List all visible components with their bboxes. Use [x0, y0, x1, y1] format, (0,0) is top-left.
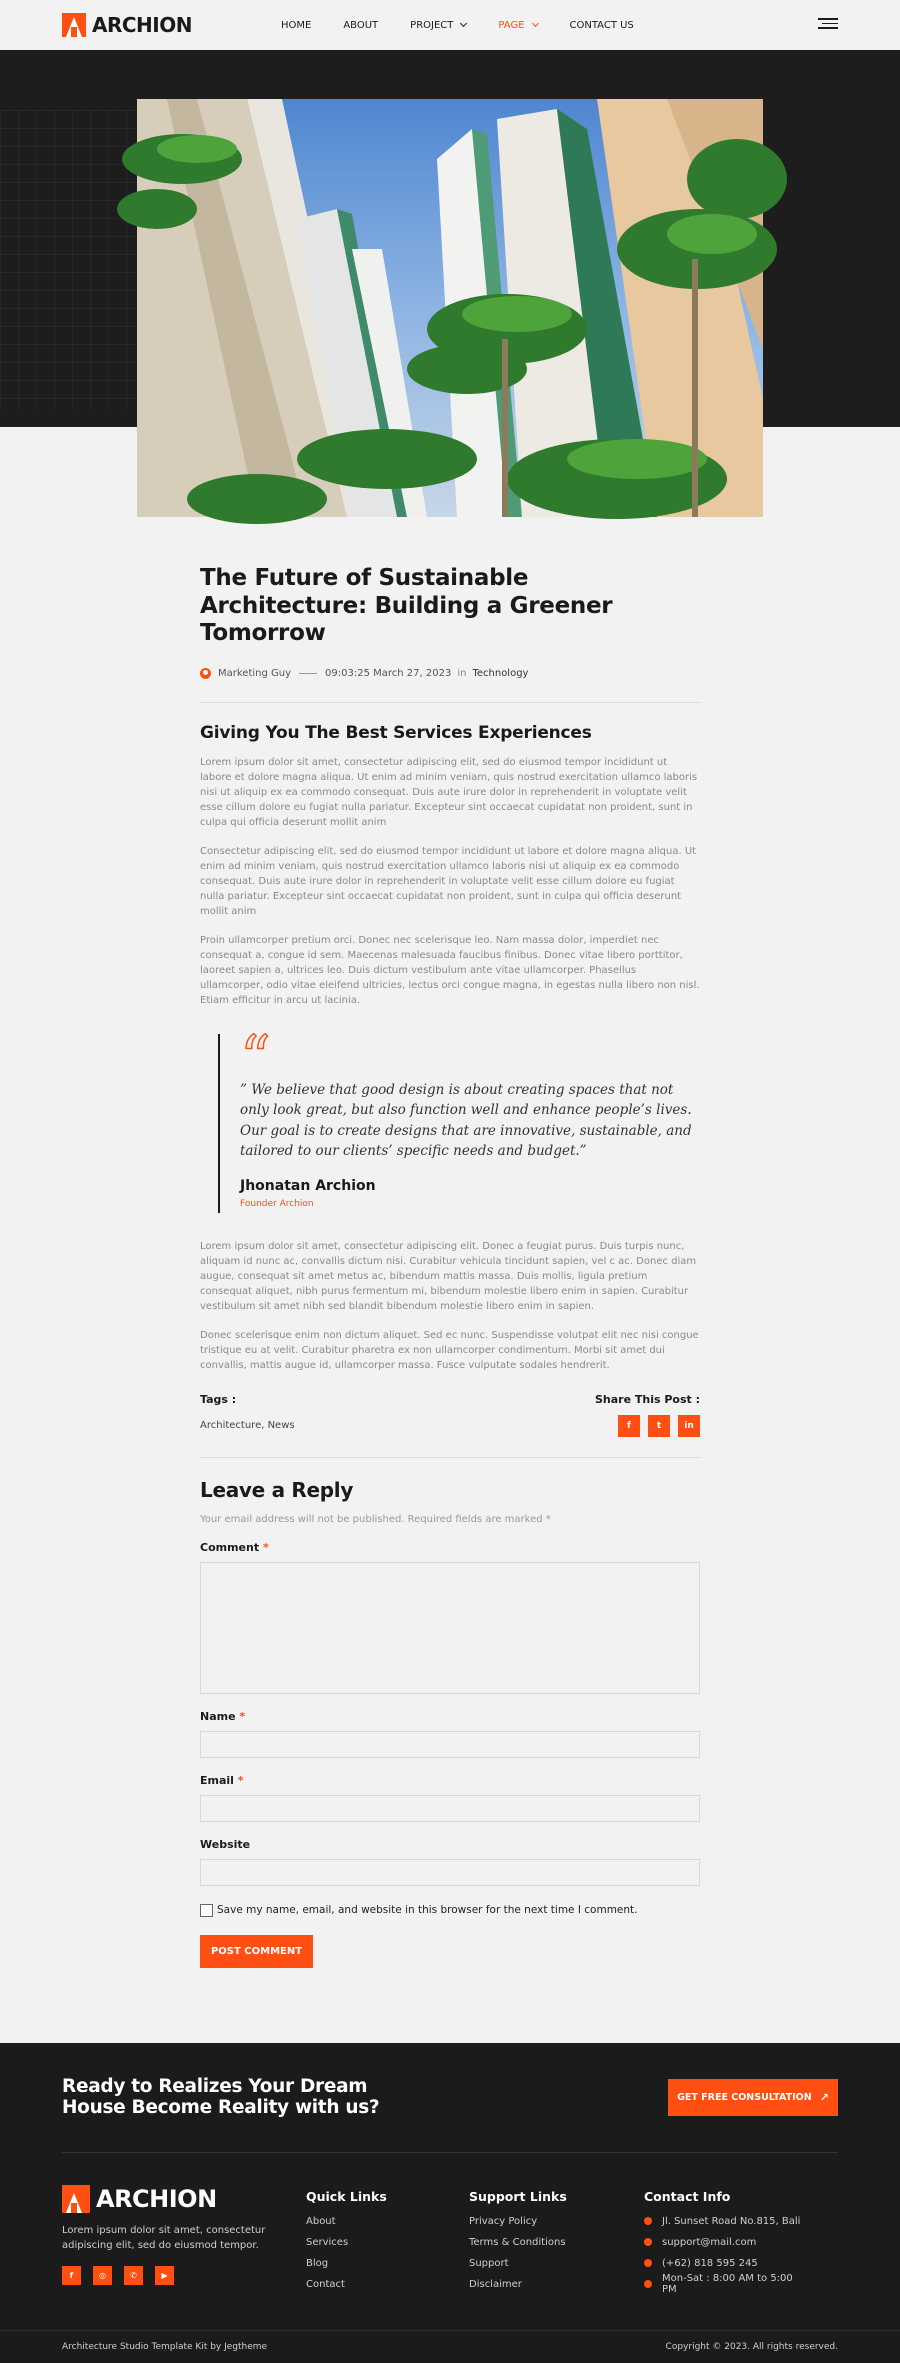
contact-email-text: support@mail.com: [662, 2236, 757, 2248]
paragraph: Consectetur adipiscing elit, sed do eiusmod tempor incididunt ut labore et dolore magna aliqua. Ut enim ad minim veniam, quis nostrud exercitation ullamco laboris nisi ut aliquip ex ea commodo consequat. Duis aute irure dolor in reprehenderit in voluptate velit esse cillum dolore eu fugiat nulla pariatur. Excepteur sint occaecat cupidatat non proident, sunt in culpa qui officia deserunt mollit anim: [200, 845, 697, 917]
quote-role: Founder Archion: [240, 1198, 314, 1209]
meta-divider: [299, 673, 317, 674]
cta-band: [62, 2043, 838, 2153]
mail-icon: [644, 2238, 652, 2246]
post-meta: [200, 666, 700, 682]
save-info-checkbox[interactable]: [200, 1904, 213, 1917]
nav-contact[interactable]: [570, 20, 634, 31]
featured-image: [137, 99, 763, 517]
footer-link-blog[interactable]: Blog: [306, 2257, 329, 2269]
chevron-down-icon: [460, 20, 467, 27]
main-nav: [281, 20, 666, 31]
site-footer: [0, 2043, 900, 2363]
footer-brand: [62, 2185, 306, 2300]
tags-block: [200, 1393, 295, 1437]
copyright: Copyright © 2023. All rights reserved.: [665, 2341, 838, 2352]
testimonial-quote: [218, 1022, 700, 1213]
location-icon: [644, 2217, 652, 2225]
footer-columns: [62, 2153, 838, 2300]
name-input[interactable]: [200, 1731, 700, 1758]
nav-page-label: PAGE: [498, 19, 525, 31]
contact-phone[interactable]: [644, 2258, 807, 2269]
paragraph: Lorem ipsum dolor sit amet, consectetur adipiscing elit, sed do eiusmod tempor incididunt ut labore et dolore magna aliqua. Ut enim ad minim veniam, quis nostrud exercitation ullamco laboris nisi ut aliquip ex ea commodo consequat. Duis aute irure dolor in reprehenderit in voluptate velit esse cillum dolore eu fugiat nulla pariatur. Excepteur sint occaecat cupidatat non proident, sunt in culpa qui officia deserunt mollit anim: [200, 756, 698, 828]
comment-textarea[interactable]: [200, 1562, 700, 1694]
tags-share-row: [200, 1393, 700, 1437]
required-mark: *: [239, 1709, 246, 1723]
footer-bottom-bar: [0, 2330, 900, 2363]
section-heading: Giving You The Best Services Experiences: [200, 722, 592, 743]
linkedin-icon[interactable]: in: [678, 1415, 700, 1437]
save-info-row: [200, 1904, 700, 1917]
cta-button-label: GET FREE CONSULTATION: [677, 2091, 812, 2103]
comment-label: [200, 1541, 700, 1554]
footer-logo-text: ARCHION: [96, 2184, 217, 2213]
website-input[interactable]: [200, 1859, 700, 1886]
quick-links: [306, 2185, 469, 2300]
nav-contact-label: CONTACT US: [569, 19, 634, 31]
support-links: [469, 2185, 644, 2300]
tags-list[interactable]: Architecture, News: [200, 1419, 295, 1431]
reply-note: Your email address will not be published. Required fields are marked *: [200, 1513, 551, 1525]
footer-link-about[interactable]: About: [306, 2215, 336, 2227]
divider: [200, 702, 700, 703]
save-info-label: Save my name, email, and website in this browser for the next time I comment.: [217, 1904, 638, 1917]
quote-text: ” We believe that good design is about creating spaces that not only look great, but also function well and enhance people’s lives. Our goal is to create designs that are innovative, sustainable, and tailored to our clients’ specific needs and budget.”: [240, 1081, 692, 1160]
chevron-down-icon: [531, 20, 538, 27]
footer-description: Lorem ipsum dolor sit amet, consectetur adipiscing elit, sed do eiusmod tempor.: [62, 2224, 266, 2251]
footer-link-terms[interactable]: Terms & Conditions: [469, 2236, 566, 2248]
comment-label-text: Comment: [200, 1540, 260, 1554]
arrow-up-right-icon: ↗: [819, 2090, 829, 2104]
post-title: The Future of Sustainable Architecture: Building a Greener Tomorrow: [200, 565, 613, 647]
post-comment-button[interactable]: POST COMMENT: [200, 1935, 313, 1968]
paragraph: Donec scelerisque enim non dictum aliquet. Sed ec nunc. Suspendisse volutpat elit nec nisi congue tristique eu at velit. Curabitur pharetra ex non ullamcorper condimentum. Morbi sit amet dui convallis, mattis augue id, ullamcorper massa. Fusce vulputate sodales hendrerit.: [200, 1329, 699, 1371]
nav-about[interactable]: [343, 20, 378, 31]
email-input[interactable]: [200, 1795, 700, 1822]
facebook-icon[interactable]: f: [618, 1415, 640, 1437]
footer-link-contact[interactable]: Contact: [306, 2278, 345, 2290]
contact-hours-text: Mon-Sat : 8:00 AM to 5:00 PM: [662, 2273, 793, 2296]
nav-page[interactable]: [498, 20, 537, 31]
share-icons: [595, 1415, 700, 1437]
nav-about-label: ABOUT: [343, 19, 379, 31]
divider: [200, 1457, 700, 1458]
contact-address: [644, 2216, 807, 2227]
contact-info: [644, 2185, 807, 2300]
buildings-illustration: [137, 99, 763, 517]
footer-link-disclaimer[interactable]: Disclaimer: [469, 2278, 522, 2290]
logo-mark-icon: [62, 13, 86, 37]
nav-home-label: HOME: [281, 19, 312, 31]
instagram-icon[interactable]: ◎: [93, 2266, 112, 2285]
twitter-icon[interactable]: t: [648, 1415, 670, 1437]
required-mark: *: [237, 1773, 244, 1787]
whatsapp-icon[interactable]: ✆: [124, 2266, 143, 2285]
logo-mark-icon: [62, 2185, 90, 2213]
share-block: [595, 1393, 700, 1437]
footer-link-services[interactable]: Services: [306, 2236, 349, 2248]
quote-author: Jhonatan Archion: [240, 1177, 376, 1194]
required-mark: *: [262, 1540, 269, 1554]
footer-logo[interactable]: [62, 2185, 306, 2213]
youtube-icon[interactable]: ▶: [155, 2266, 174, 2285]
cta-title: Ready to Realizes Your Dream House Become Reality with us?: [62, 2076, 380, 2119]
footer-link-privacy[interactable]: Privacy Policy: [469, 2215, 538, 2227]
footer-social: [62, 2266, 306, 2285]
name-label: [200, 1710, 700, 1723]
nav-project-label: PROJECT: [410, 19, 454, 31]
logo-text: ARCHION: [92, 13, 192, 37]
support-links-title: Support Links: [469, 2188, 567, 2204]
nav-home[interactable]: [281, 20, 311, 31]
name-label-text: Name: [200, 1709, 236, 1723]
article: [200, 427, 700, 1968]
paragraph: Proin ullamcorper pretium orci. Donec nec scelerisque leo. Nam massa dolor, imperdiet nec consequat a, congue id sem. Maecenas malesuada faucibus finibus. Donec vitae libero porttitor, laoreet sapien a, ultrices leo. Duis dictum vestibulum ante vitae ullamcorper. Phasellus ullamcorper, odio vitae eleifend ultricies, lectus orci congue magna, in egestas nulla libero non nisl. Etiam efficitur in arcu ut lacinia.: [200, 934, 700, 1006]
facebook-icon[interactable]: f: [62, 2266, 81, 2285]
reply-form: [200, 1478, 700, 1968]
contact-hours: [644, 2273, 807, 2296]
quote-icon: “: [240, 1022, 271, 1093]
user-icon: [200, 668, 211, 679]
nav-project[interactable]: [410, 20, 466, 31]
tags-title: Tags :: [200, 1392, 237, 1406]
free-consultation-button[interactable]: [668, 2079, 838, 2116]
footer-link-support[interactable]: Support: [469, 2257, 509, 2269]
phone-icon: [644, 2259, 652, 2267]
email-label: [200, 1774, 700, 1787]
hamburger-menu-icon[interactable]: [818, 18, 838, 32]
post-datetime: 09:03:25 March 27, 2023: [325, 668, 452, 680]
reply-title: Leave a Reply: [200, 1477, 354, 1502]
contact-address-text: Jl. Sunset Road No.815, Bali: [662, 2215, 801, 2227]
contact-phone-text: (+62) 818 595 245: [662, 2257, 758, 2269]
post-category[interactable]: Technology: [472, 668, 529, 680]
meta-in: in: [457, 668, 467, 680]
logo[interactable]: [62, 13, 192, 37]
contact-email[interactable]: [644, 2237, 807, 2248]
quick-links-title: Quick Links: [306, 2188, 387, 2204]
credits: Architecture Studio Template Kit by Jegtheme: [62, 2341, 268, 2352]
share-title: Share This Post :: [594, 1392, 700, 1406]
contact-info-title: Contact Info: [644, 2188, 731, 2204]
paragraph: Lorem ipsum dolor sit amet, consectetur adipiscing elit. Donec a feugiat purus. Duis turpis nunc, aliquam id nunc ac, convallis dictum nisi. Curabitur vehicula tincidunt sapien, vel c ac. Donec diam augue, consequat sit amet metus ac, bibendum mattis massa. Duis mollis, ligula pretium consequat aliquet, nibh purus fermentum mi, bibendum molestie libero enim in sapien. Curabitur vestibulum sit amet nibh sed blandit bibendum molestie libero enim in sapien.: [200, 1240, 697, 1312]
website-label: Website: [200, 1837, 251, 1851]
site-header: [0, 0, 900, 50]
post-author[interactable]: Marketing Guy: [218, 668, 292, 680]
clock-icon: [644, 2280, 652, 2288]
email-label-text: Email: [200, 1773, 234, 1787]
